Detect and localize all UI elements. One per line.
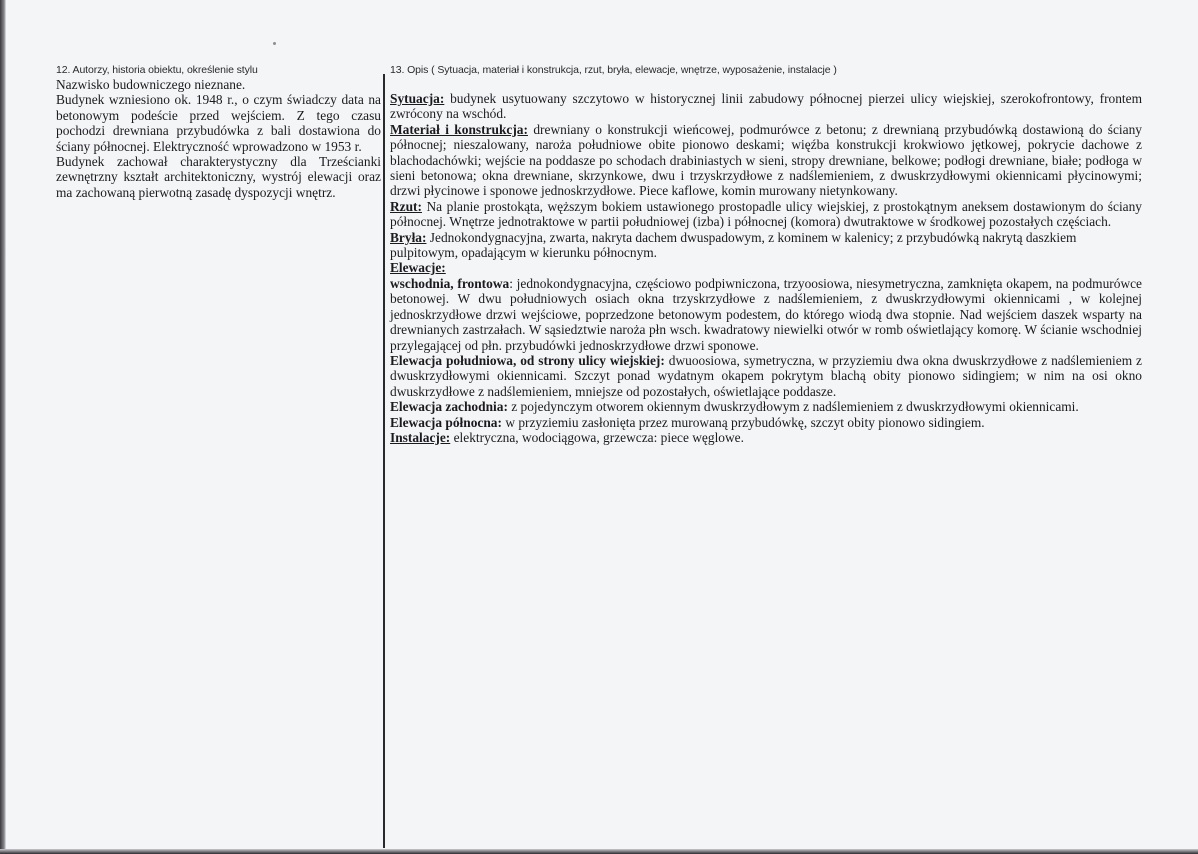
builder-paragraph: Nazwisko budowniczego nieznane. xyxy=(56,77,246,92)
plan-label: Rzut: xyxy=(390,198,422,214)
scan-edge-left xyxy=(0,0,6,854)
west-elevation-text: z pojedynczym otworem okiennym dwuskrzydłowym z nadślemieniem z dwuskrzydłowymi okiennicami. xyxy=(507,399,1079,415)
scan-edge-bottom xyxy=(0,849,1198,854)
section-12-authors-history xyxy=(56,63,381,200)
history-paragraph: Budynek wzniesiono ok. 1948 r., o czym świadczy data na betonowym podeście przed wejściem. Z tego czasu pochodzi drewniana przybudówka z bali dostawiona do ściany północnej. Elektryczność wprowadzono w 1953 r. xyxy=(56,92,381,154)
south-elevation-paragraph xyxy=(390,353,1142,399)
north-elevation-label: Elewacja północna: xyxy=(390,414,502,430)
east-elevation-text: : jednokondygnacyjna, częściowo podpiwniczona, trzyoosiowa, niesymetryczna, zamknięta okapem, na podmurówce betonowej. W dwu południowych osiach okna trzyskrzydłowe z nadślemieniem, z dwuskrzydłowymi okiennicami , w kolejnej jednoskrzydłowe drzwi wejściowe, poprzedzone betonowym podestem, do którego wiodą dwa stopnie. Nad wejściem daszek wsparty na drewnianych zastrzałach. W sąsiedztwie naroża płn wsch. kwadratowy niewielki otwór w romb oświetlający komorę. W ścianie wschodniej przylegającej od płn. przybudówki jednoskrzydłowe drzwi sponowe. xyxy=(390,275,1142,353)
mass-paragraph xyxy=(390,230,1142,261)
east-elevation-label: wschodnia, frontowa xyxy=(390,275,510,291)
installations-paragraph xyxy=(390,430,1142,445)
material-label: Materiał i konstrukcja: xyxy=(390,121,528,137)
mass-label: Bryła: xyxy=(390,229,427,245)
section-12-heading: 12. Autorzy, historia obiektu, określenie stylu xyxy=(56,64,258,76)
installations-text: elektryczna, wodociągowa, grzewcza: piece węglowe. xyxy=(450,429,744,445)
south-elevation-label: Elewacja południowa, od strony ulicy wiejskiej: xyxy=(390,352,665,368)
situation-label: Sytuacja: xyxy=(390,91,445,106)
mass-text: Jednokondygnacyjna, zwarta, nakryta dachem dwuspadowym, z kominem w kalenicy; z przybudówką nakrytą daszkiem pulpitowym, opadającym w kierunku północnym. xyxy=(390,229,1077,261)
style-paragraph: Budynek zachował charakterystyczny dla Trześcianki zewnętrzny kształt architektoniczny, wystrój elewacji oraz ma zachowaną pierwotną zasadę dyspozycji wnętrz. xyxy=(56,154,381,200)
plan-text: Na planie prostokąta, węższym bokiem ustawionego prostopadle ulicy wiejskiej, z prostokątnym aneksem dostawionym do ściany północnej. Wnętrze jednotraktowe w partii południowej (izba) i północnej (komora) dwutraktowe w środkowej pozostałych częściach. xyxy=(390,198,1142,230)
north-elevation-text: w przyziemiu zasłonięta przez murowaną przybudówkę, szczyt obity pionowo sidingiem. xyxy=(501,414,985,430)
west-elevation-paragraph xyxy=(390,399,1142,414)
south-elevation-text: dwuoosiowa, symetryczna, w przyziemiu dwa okna dwuskrzydłowe z nadślemieniem z dwuskrzydłowymi okiennicami. Szczyt ponad wydatnym okapem pokrytym blachą obity pionowo sidingiem; w nim na osi okno dwuskrzydłowe z nadślemieniem, mniejsze od pozostałych, oświetlające poddasze. xyxy=(390,352,1142,399)
installations-label: Instalacje: xyxy=(390,429,451,445)
material-paragraph xyxy=(390,122,1142,199)
east-elevation-paragraph xyxy=(390,276,1142,353)
column-divider xyxy=(383,74,385,848)
section-13-heading: 13. Opis ( Sytuacja, materiał i konstrukcja, rzut, bryła, elewacje, wnętrze, wyposażenie, instalacje ) xyxy=(390,64,837,76)
material-text: drewniany o konstrukcji wieńcowej, podmurówce z betonu; z drewnianą przybudówką dostawioną do ściany północnej; nieszalowany, naroża południowe obite pionowo deskami; więźba konstrukcji krokwiowo jętkowej, pokrycie dachowe z blachodachówki; wejście na poddasze po schodach drabiniastych w sieni, stropy drewniane, belkowe; podłogi drewniane, białe; podłoga w sieni betonowa; okna drewniane, skrzynkowe, dwu i trzyskrzydłowe z nadślemieniem, z dwuskrzydłowymi okiennicami płycinowymi; drzwi płycinowe i sponowe jednoskrzydłowe. Piece kaflowe, komin murowany nietynkowany. xyxy=(390,121,1142,199)
section-13-description xyxy=(390,63,1142,445)
west-elevation-label: Elewacja zachodnia: xyxy=(390,399,508,415)
elevations-heading xyxy=(390,260,1142,275)
plan-paragraph xyxy=(390,199,1142,230)
scan-speck xyxy=(273,42,276,45)
elevations-label: Elewacje: xyxy=(390,260,446,276)
north-elevation-paragraph xyxy=(390,415,1142,430)
situation-text: budynek usytuowany szczytowo w historycznej linii zabudowy północnej pierzei ulicy wiejskiej, szerokofrontowy, frontem zwrócony na wschód. xyxy=(390,91,1142,122)
situation-paragraph xyxy=(390,91,1142,122)
